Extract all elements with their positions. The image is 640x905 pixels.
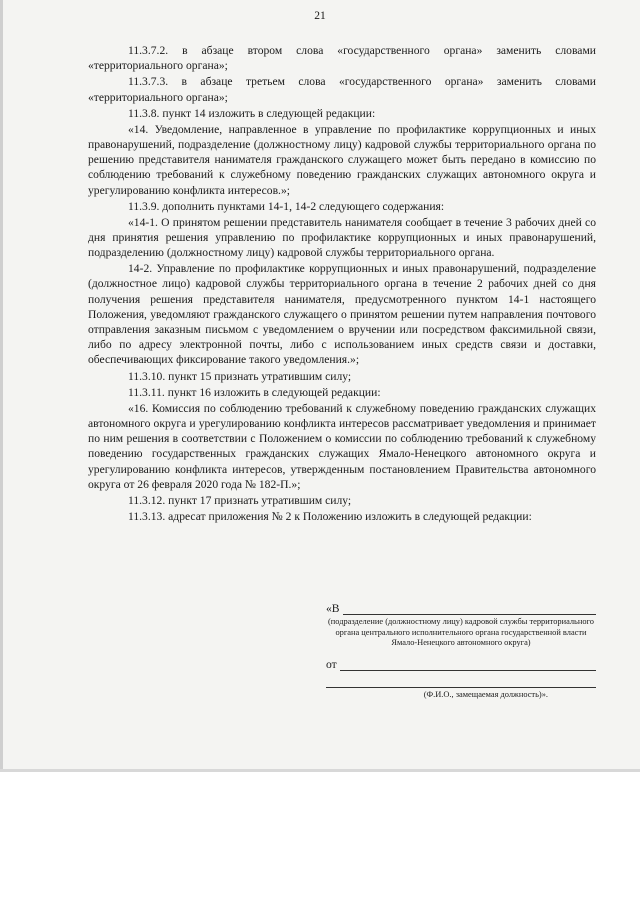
addressee-form	[326, 602, 596, 699]
to-label: «В	[326, 602, 340, 615]
document-body	[88, 43, 596, 524]
addressee-to-row	[326, 602, 596, 615]
addressee-from-row	[326, 658, 596, 671]
paragraph-11-3-11: 11.3.11. пункт 16 изложить в следующей редакции:	[128, 385, 381, 399]
paragraph-point-14-1: «14-1. О принятом решении представитель нанимателя сообщает в течение 3 рабочих дней со дня принятия решения управлению по профилактике коррупционных и иных правонарушений, подразделению (должностному лицу) кадровой службы территориального органа.	[88, 215, 596, 260]
paragraph-11-3-7-2: 11.3.7.2. в абзаце втором слова «государственного органа» заменить словами «территориального органа»;	[88, 44, 596, 73]
paragraph-11-3-13: 11.3.13. адресат приложения № 2 к Положению изложить в следующей редакции:	[128, 509, 532, 523]
scan-edge-bottom	[0, 769, 640, 772]
paragraph-point-14-2: 14-2. Управление по профилактике коррупционных и иных правонарушений, подразделение (должностное лицо) кадровой службы территориального органа в течение 2 рабочих дней со дня получения решения представителя нанимателя, предусмотренного пунктом 14-1 настоящего Положения, уведомляют гражданского служащего о принятом решении путем направления почтового отправления заказным письмом с уведомлением о вручении или посредством факсимильной связи, либо по адресу электронной почты, либо с использованием иных средств связи и доставки, обеспечивающих фиксирование такого уведомления.»;	[88, 262, 596, 367]
paragraph-point-14: «14. Уведомление, направленное в управление по профилактике коррупционных и иных правонарушений, подразделение (должностному лицу) кадровой службы территориального органа по решению представителя нанимателя гражданского служащего может быть передано в комиссию по соблюдению требований к служебному поведению гражданских служащих автономного округа и урегулированию конфликта интересов.»;	[88, 122, 596, 197]
paragraph-11-3-8: 11.3.8. пункт 14 изложить в следующей редакции:	[128, 106, 376, 120]
from-fill-line	[340, 659, 596, 671]
paragraph-11-3-9: 11.3.9. дополнить пунктами 14-1, 14-2 следующего содержания:	[128, 199, 445, 213]
paragraph-11-3-7-3: 11.3.7.3. в абзаце третьем слова «государственного органа» заменить словами «территориального органа»;	[88, 75, 596, 104]
page-number: 21	[314, 10, 326, 22]
from-label: от	[326, 657, 337, 671]
paragraph-11-3-10: 11.3.10. пункт 15 признать утратившим силу;	[128, 369, 352, 383]
to-fill-line	[343, 603, 596, 615]
paragraph-11-3-12: 11.3.12. пункт 17 признать утратившим силу;	[128, 493, 352, 507]
to-caption: (подразделение (должностному лицу) кадровой службы территориального органа центрального исполнительного органа государственной власти Ямало-Ненецкого автономного округа)	[328, 617, 594, 648]
from-caption: (Ф.И.О., замещаемая должность)».	[423, 689, 548, 699]
scan-edge-left	[0, 0, 3, 772]
paragraph-point-16: «16. Комиссия по соблюдению требований к служебному поведению гражданских служащих автономного округа и урегулированию конфликта интересов рассматривает уведомления и принимает по ним решения в соответствии с Положением о комиссии по соблюдению требований к служебному поведению государственных гражданских служащих Ямало-Ненецкого автономного округа и урегулированию конфликта интересов, утвержденным постановлением Правительства автономного округа от 26 февраля 2020 года № 182-П.»;	[88, 401, 596, 491]
from-second-line	[326, 671, 596, 688]
